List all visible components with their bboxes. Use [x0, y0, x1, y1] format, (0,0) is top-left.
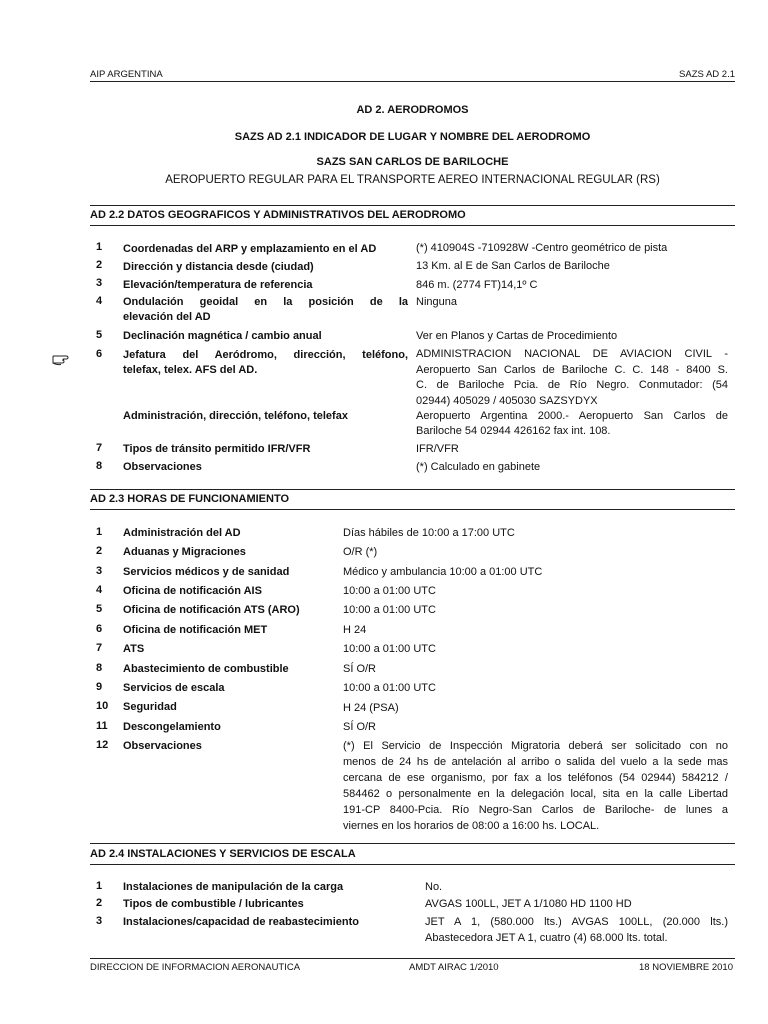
- header-rule: [90, 81, 735, 82]
- row-value: H 24 (PSA): [343, 702, 399, 714]
- footer-rule: [90, 958, 735, 959]
- row-number: 6: [96, 623, 103, 635]
- row-label: Administración del AD: [123, 527, 241, 539]
- row-label-line: Ondulación geoidal en la posición de la: [123, 296, 408, 308]
- row-label: Elevación/temperatura de referencia: [123, 279, 313, 291]
- row-value: 10:00 a 01:00 UTC: [343, 682, 436, 694]
- row-value: (*) 410904S -710928W -Centro geométrico de pista: [416, 242, 668, 254]
- row-value-line: 191-CP 8400-Pcia. Río Negro-San Carlos de Bariloche- de lunes a: [343, 804, 728, 816]
- row-number: 5: [96, 603, 103, 615]
- row-value: SÍ O/R: [343, 721, 377, 733]
- row-label: Oficina de notificación MET: [123, 624, 268, 636]
- row-label: Observaciones: [123, 461, 202, 473]
- row-value: AVGAS 100LL, JET A 1/1080 HD 1100 HD: [425, 898, 632, 910]
- row-label: Observaciones: [123, 740, 202, 752]
- row-value-line: cercana de ese organismo, por fax a los teléfonos (54 02944) 584212 /: [343, 772, 728, 784]
- row-value: SÍ O/R: [343, 663, 377, 675]
- row-number: 12: [96, 739, 109, 751]
- title-aerodrome-type: AEROPUERTO REGULAR PARA EL TRANSPORTE AEREO INTERNACIONAL REGULAR (RS): [165, 174, 660, 186]
- row-number: 1: [96, 526, 103, 538]
- sec24-bottom-rule: [90, 864, 735, 865]
- row-number: 3: [96, 565, 103, 577]
- footer-center: AMDT AIRAC 1/2010: [409, 962, 499, 973]
- row-value: 10:00 a 01:00 UTC: [343, 604, 436, 616]
- pointing-hand-icon: [52, 352, 74, 366]
- row-label: Administración, dirección, teléfono, telefax: [123, 410, 348, 422]
- title-ad2: AD 2. AERODROMOS: [356, 104, 469, 116]
- row-value-line: 584462 o personalmente en la delegación local, sita en la calle Libertad: [343, 788, 728, 800]
- row-value: Ver en Planos y Cartas de Procedimiento: [416, 330, 618, 342]
- row-label: Abastecimiento de combustible: [123, 663, 289, 675]
- row-number: 10: [96, 700, 109, 712]
- header-right: SAZS AD 2.1: [679, 69, 735, 80]
- sec23-bottom-rule: [90, 509, 735, 510]
- row-number: 2: [96, 897, 103, 909]
- row-label: Coordenadas del ARP y emplazamiento en el AD: [123, 243, 377, 255]
- row-label: Servicios de escala: [123, 682, 225, 694]
- sec22-bottom-rule: [90, 225, 735, 226]
- row-value-line: viernes en los horarios de 08:00 a 16:00 hs. LOCAL.: [343, 820, 600, 832]
- row-value-line: JET A 1, (580.000 lts.) AVGAS 100LL, (20.000 lts.): [425, 916, 728, 928]
- section-title-ad22: AD 2.2 DATOS GEOGRAFICOS Y ADMINISTRATIVOS DEL AERODROMO: [90, 209, 466, 221]
- sec23-top-rule: [90, 489, 735, 490]
- row-number: 11: [96, 720, 108, 732]
- row-value: IFR/VFR: [416, 443, 459, 455]
- row-label: Tipos de combustible / lubricantes: [123, 898, 304, 910]
- title-sazs-ad21: SAZS AD 2.1 INDICADOR DE LUGAR Y NOMBRE DEL AERODROMO: [234, 131, 591, 143]
- header-left: AIP ARGENTINA: [90, 69, 163, 80]
- row-value: Médico y ambulancia 10:00 a 01:00 UTC: [343, 566, 543, 578]
- row-value: Días hábiles de 10:00 a 17:00 UTC: [343, 527, 515, 539]
- sec24-top-rule: [90, 843, 735, 844]
- row-value-line: Aeropuerto San Carlos de Bariloche C. C. 148 - 8400 S.: [416, 364, 728, 376]
- row-value: H 24: [343, 624, 367, 636]
- row-label: Descongelamiento: [123, 721, 221, 733]
- row-number: 4: [96, 584, 103, 596]
- row-number: 6: [96, 348, 103, 360]
- footer-right: 18 NOVIEMBRE 2010: [639, 962, 733, 973]
- row-label: Dirección y distancia desde (ciudad): [123, 261, 314, 273]
- row-value: No.: [425, 881, 443, 893]
- row-value: (*) Calculado en gabinete: [416, 461, 541, 473]
- row-value: O/R (*): [343, 546, 378, 558]
- row-label: Oficina de notificación ATS (ARO): [123, 604, 300, 616]
- row-label: Aduanas y Migraciones: [123, 546, 246, 558]
- row-value-line: 02944) 405029 / 405030 SAZSYDYX: [416, 395, 598, 407]
- row-number: 2: [96, 259, 103, 271]
- row-number: 7: [96, 642, 103, 654]
- row-number: 4: [96, 295, 103, 307]
- row-value-line: ADMINISTRACION NACIONAL DE AVIACION CIVIL -: [416, 348, 728, 360]
- row-value: Ninguna: [416, 296, 457, 308]
- title-aerodrome-name: SAZS SAN CARLOS DE BARILOCHE: [316, 156, 509, 168]
- row-label-line: Jefatura del Aeródromo, dirección, teléfono,: [123, 349, 408, 361]
- row-value-line: C. de Bariloche Pcia. de Río Negro. Conmutador: (54: [416, 379, 728, 391]
- row-value-line: (*) El Servicio de Inspección Migratoria deberá ser solicitado con no: [343, 740, 728, 752]
- row-value-line: Aeropuerto Argentina 2000.- Aeropuerto San Carlos de: [416, 410, 728, 422]
- row-label: Servicios médicos y de sanidad: [123, 566, 290, 578]
- row-number: 2: [96, 545, 103, 557]
- row-value-line: menos de 24 hs de antelación al arribo o salida del vuelo a la sede mas: [343, 756, 728, 768]
- row-label: ATS: [123, 643, 145, 655]
- row-number: 5: [96, 329, 103, 341]
- row-label: Tipos de tránsito permitido IFR/VFR: [123, 443, 311, 455]
- footer-left: DIRECCION DE INFORMACION AERONAUTICA: [90, 962, 301, 973]
- sec22-top-rule: [90, 205, 735, 206]
- row-number: 3: [96, 915, 103, 927]
- row-number: 3: [96, 277, 103, 289]
- row-value: 10:00 a 01:00 UTC: [343, 585, 436, 597]
- row-number: 1: [96, 241, 103, 253]
- row-label: Declinación magnética / cambio anual: [123, 330, 322, 342]
- row-value: 846 m. (2774 FT)14,1º C: [416, 279, 538, 291]
- row-number: 1: [96, 880, 103, 892]
- row-label: Instalaciones/capacidad de reabastecimiento: [123, 916, 359, 928]
- row-number: 7: [96, 442, 103, 454]
- row-value-line: Bariloche 54 02944 426162 fax int. 108.: [416, 425, 611, 437]
- row-value: 10:00 a 01:00 UTC: [343, 643, 436, 655]
- row-label: Oficina de notificación AIS: [123, 585, 262, 597]
- row-label: Instalaciones de manipulación de la carga: [123, 881, 344, 893]
- section-title-ad23: AD 2.3 HORAS DE FUNCIONAMIENTO: [90, 493, 290, 505]
- row-number: 8: [96, 460, 103, 472]
- row-value: 13 Km. al E de San Carlos de Bariloche: [416, 260, 610, 272]
- row-number: 9: [96, 681, 103, 693]
- row-label-line: elevación del AD: [123, 311, 211, 323]
- row-label: Seguridad: [123, 701, 177, 713]
- section-title-ad24: AD 2.4 INSTALACIONES Y SERVICIOS DE ESCALA: [90, 848, 356, 860]
- row-number: 8: [96, 662, 103, 674]
- row-value-line: Abastecedora JET A 1, cuatro (4) 68.000 lts. total.: [425, 932, 668, 944]
- row-label-line: telefax, telex. AFS del AD.: [123, 364, 258, 376]
